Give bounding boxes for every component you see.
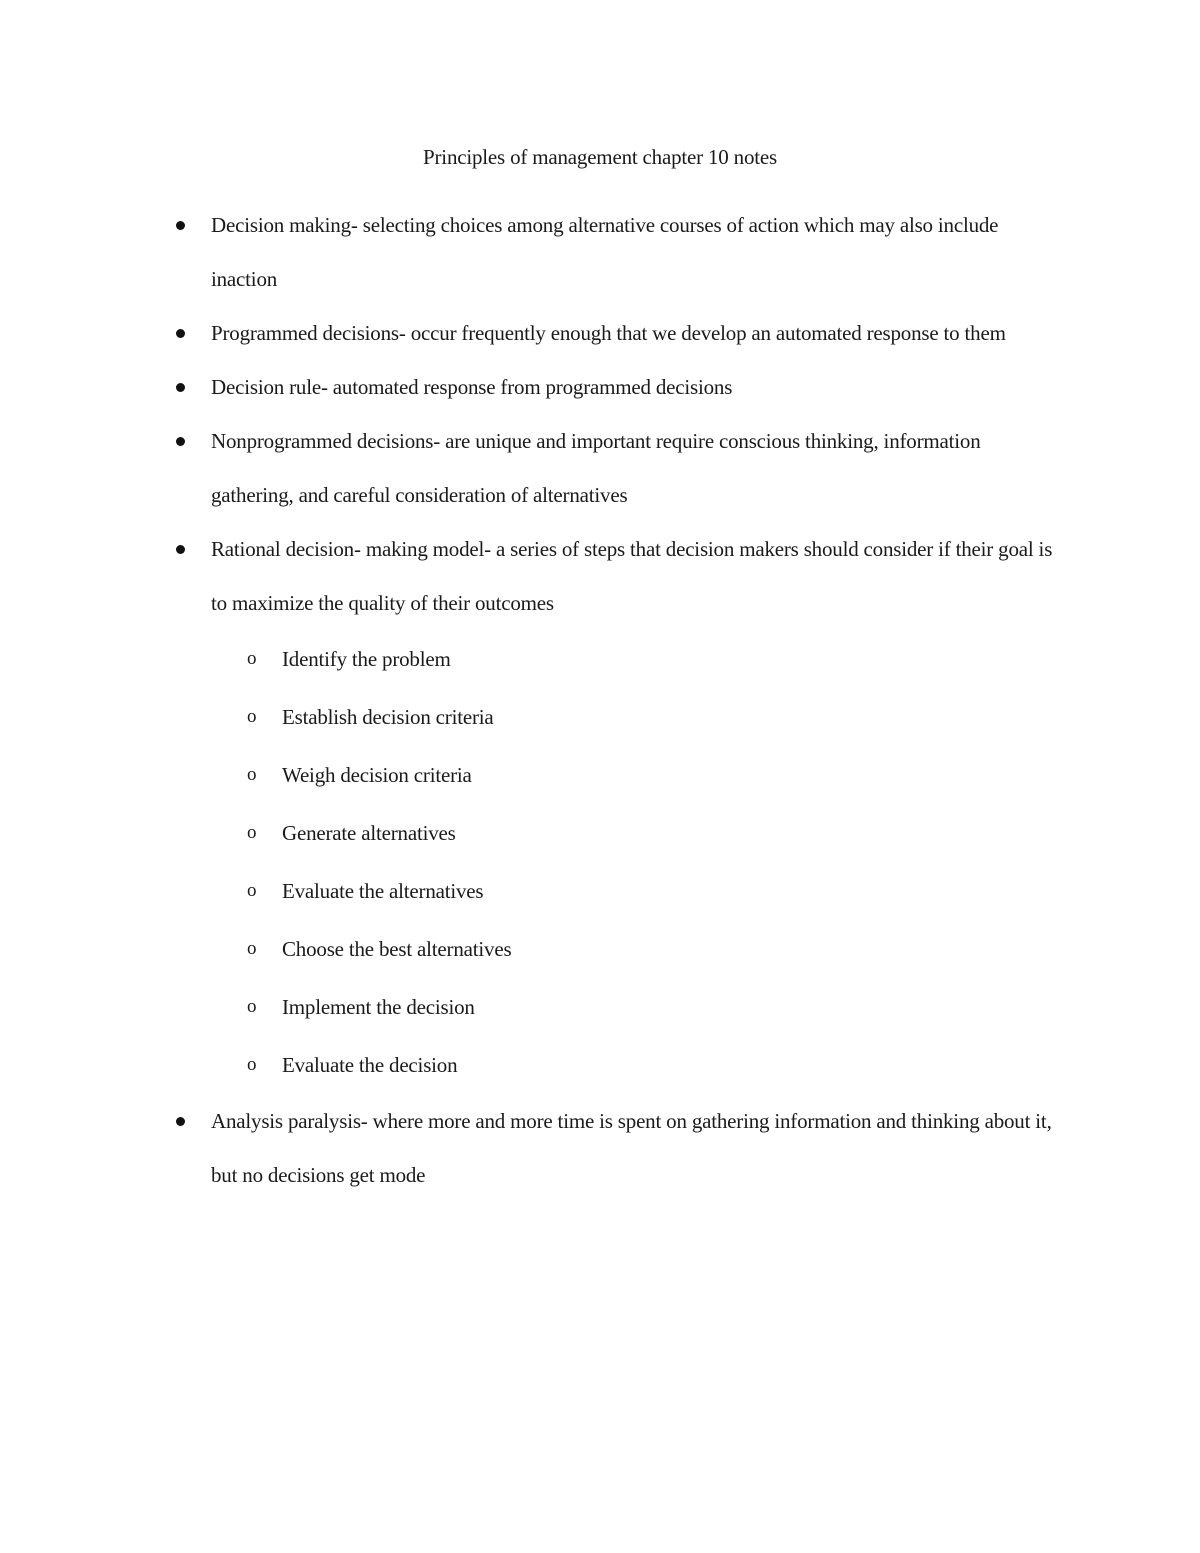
sub-list-item-text: Evaluate the decision (282, 1053, 458, 1077)
sub-list-item-text: Implement the decision (282, 995, 475, 1019)
bullet-icon (176, 1117, 185, 1126)
bullet-icon (176, 383, 185, 392)
list-item-text: Analysis paralysis- where more and more time is spent on gathering information and thinking about it, but no decisions get mode (211, 1109, 1052, 1187)
list-item-text: Nonprogrammed decisions- are unique and important require conscious thinking, information gathering, and careful consideration of alternatives (211, 429, 981, 507)
list-item (0, 360, 1061, 414)
circle-bullet-icon: o (247, 822, 257, 843)
notes-list (0, 198, 1200, 1202)
sub-list-item-text: Establish decision criteria (282, 705, 494, 729)
list-item (0, 198, 1061, 306)
list-item-text: Decision making- selecting choices among alternative courses of action which may also include inaction (211, 213, 999, 291)
sub-list-item (0, 804, 1200, 862)
sub-list-item (0, 746, 1200, 804)
circle-bullet-icon: o (247, 706, 257, 727)
list-item-text: Programmed decisions- occur frequently enough that we develop an automated response to them (211, 321, 1006, 345)
list-item (0, 522, 1061, 630)
list-item (0, 306, 1061, 360)
circle-bullet-icon: o (247, 880, 257, 901)
circle-bullet-icon: o (247, 648, 257, 669)
circle-bullet-icon: o (247, 764, 257, 785)
list-item-text: Rational decision- making model- a series of steps that decision makers should consider if their goal is to maximize the quality of their outcomes (211, 537, 1053, 615)
bullet-icon (176, 329, 185, 338)
circle-bullet-icon: o (247, 1054, 257, 1075)
bullet-icon (176, 221, 185, 230)
circle-bullet-icon: o (247, 996, 257, 1017)
circle-bullet-icon: o (247, 938, 257, 959)
sub-list-item (0, 688, 1200, 746)
sub-list-item (0, 920, 1200, 978)
list-item-text: Decision rule- automated response from programmed decisions (211, 375, 733, 399)
sub-list-item-text: Identify the problem (282, 647, 451, 671)
sub-list-item (0, 978, 1200, 1036)
sub-list-item-text: Choose the best alternatives (282, 937, 512, 961)
sub-list-item-text: Evaluate the alternatives (282, 879, 484, 903)
bullet-icon (176, 545, 185, 554)
sub-list-item (0, 630, 1200, 688)
sub-list-item (0, 862, 1200, 920)
list-item (0, 1094, 1061, 1202)
sub-list-item-text: Generate alternatives (282, 821, 456, 845)
sub-list-item (0, 1036, 1200, 1094)
sub-list-item-text: Weigh decision criteria (282, 763, 472, 787)
page-title: Principles of management chapter 10 notes (423, 145, 777, 169)
list-item (0, 414, 1061, 522)
bullet-icon (176, 437, 185, 446)
